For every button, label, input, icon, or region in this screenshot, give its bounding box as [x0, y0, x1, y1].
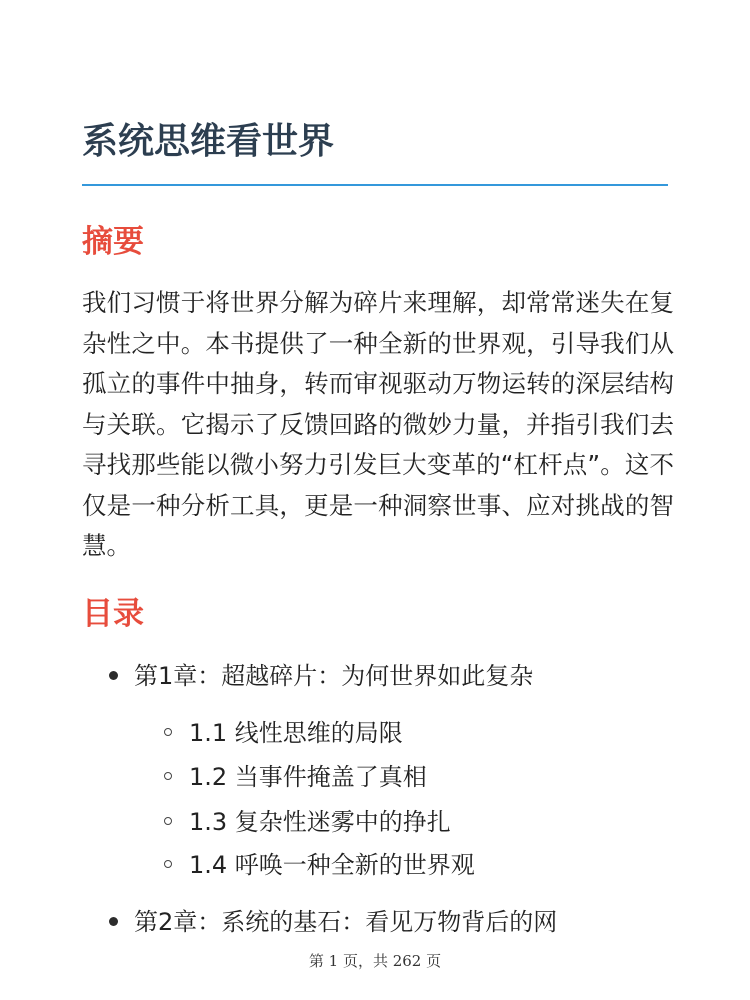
book-title: 系统思维看世界 [82, 121, 335, 162]
toc-section-1-3[interactable] [189, 805, 451, 839]
bullet-circle-icon [164, 817, 172, 825]
bullet-circle-icon [164, 728, 172, 736]
toc-chapter-label: 第1章：超越碎片：为何世界如此复杂 [134, 662, 534, 690]
toc-section-label: 1.1 线性思维的局限 [189, 719, 403, 747]
toc-chapter-label: 第2章：系统的基石：看见万物背后的网 [134, 908, 558, 936]
toc-section-label: 1.4 呼唤一种全新的世界观 [189, 851, 475, 879]
toc-section-1-2[interactable] [189, 760, 427, 794]
title-divider [82, 184, 668, 186]
page-number-footer: 第 1 页，共 262 页 [308, 952, 442, 970]
toc-section-1-4[interactable] [189, 848, 475, 882]
abstract-paragraph: 我们习惯于将世界分解为碎片来理解，却常常迷失在复杂性之中。本书提供了一种全新的世界观，引导我们从孤立的事件中抽身，转而审视驱动万物运转的深层结构与关联。它揭示了反馈回路的微妙力量，并指引我们去寻找那些能以微小努力引发巨大变革的“杠杆点”。这不仅是一种分析工具，更是一种洞察世事、应对挑战的智慧。 [82, 288, 674, 560]
abstract-heading: 摘要 [82, 224, 144, 260]
bullet-disc-icon [109, 917, 118, 926]
toc-section-label: 1.2 当事件掩盖了真相 [189, 763, 427, 791]
bullet-circle-icon [164, 860, 172, 868]
toc-section-1-1[interactable] [189, 716, 403, 750]
toc-section-label: 1.3 复杂性迷雾中的挣扎 [189, 808, 451, 836]
toc-chapter-2[interactable] [134, 905, 557, 939]
toc-chapter-1[interactable] [134, 659, 533, 693]
bullet-disc-icon [109, 671, 118, 680]
toc-heading: 目录 [82, 596, 144, 632]
bullet-circle-icon [164, 772, 172, 780]
